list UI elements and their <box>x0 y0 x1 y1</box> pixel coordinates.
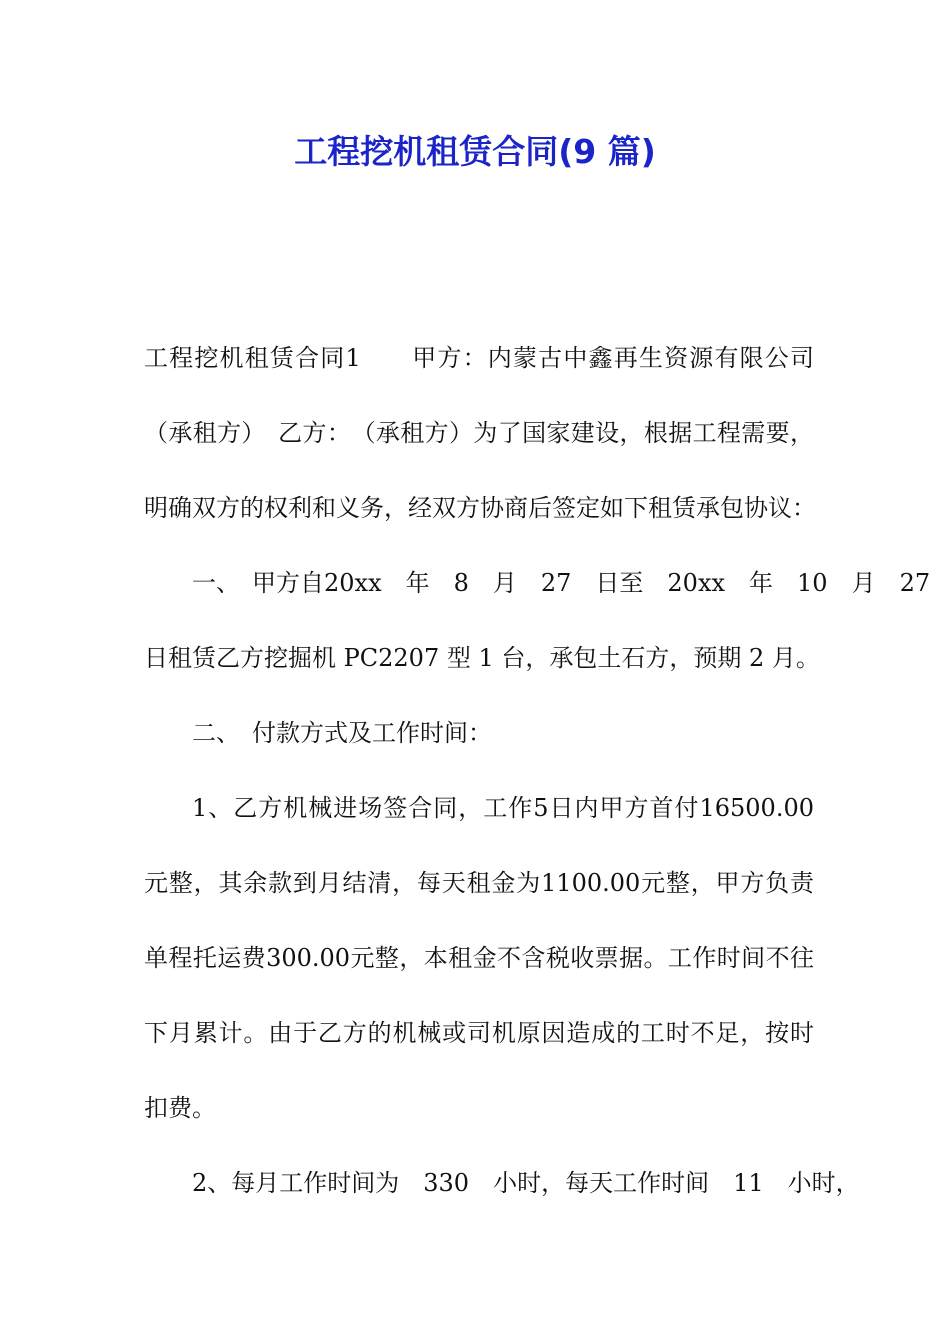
body-line: 明确双方的权利和义务，经双方协商后签定如下租赁承包协议： <box>144 494 816 522</box>
body-line: 一、 甲方自20xx 年 8 月 27 日至 20xx 年 10 月 27 <box>192 569 931 597</box>
document-title: 工程挖机租赁合同(9 篇) <box>294 132 656 171</box>
body-line: 1、乙方机械进场签合同，工作5日内甲方首付16500.00 <box>192 794 814 822</box>
body-line: 单程托运费300.00元整，本租金不含税收票据。工作时间不往 <box>144 944 814 972</box>
body-line: 下月累计。由于乙方的机械或司机原因造成的工时不足，按时 <box>144 1019 814 1047</box>
body-line: 日租赁乙方挖掘机 PC2207 型 1 台，承包土石方，预期 2 月。 <box>144 644 820 672</box>
body-line: 元整，其余款到月结清，每天租金为1100.00元整，甲方负责 <box>144 869 814 897</box>
body-line: 扣费。 <box>144 1094 216 1122</box>
body-line: 工程挖机租赁合同1 甲方：内蒙古中鑫再生资源有限公司 <box>144 344 814 372</box>
body-line: （承租方） 乙方： （承租方）为了国家建设，根据工程需要， <box>144 419 814 447</box>
body-line: 二、 付款方式及工作时间： <box>192 719 492 747</box>
body-line: 2、每月工作时间为 330 小时，每天工作时间 11 小时， <box>192 1169 860 1197</box>
